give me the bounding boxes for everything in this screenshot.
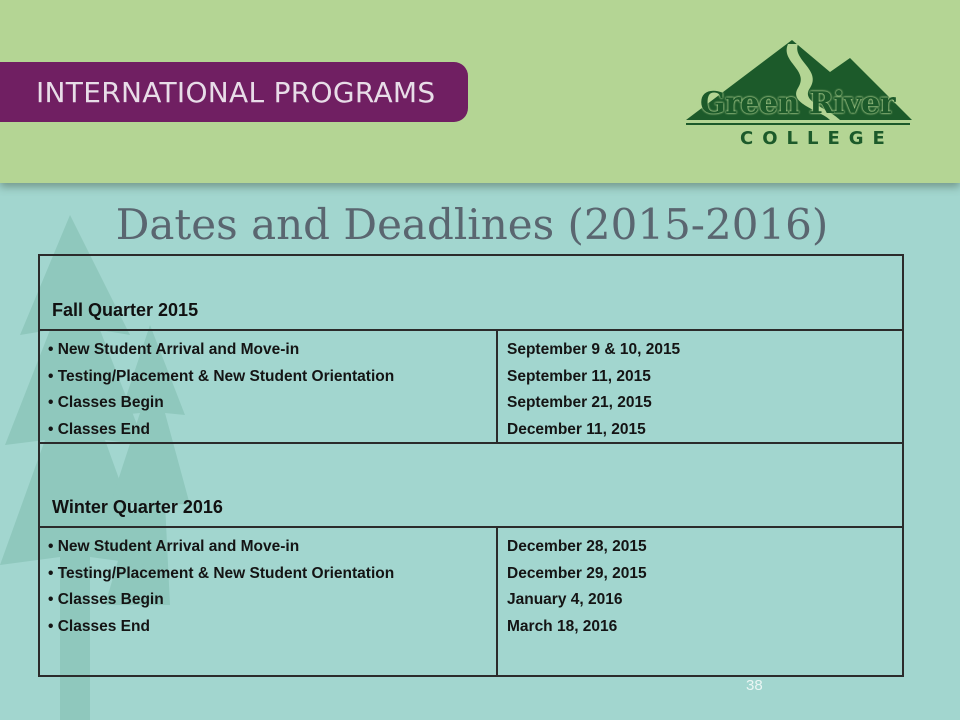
logo-divider (686, 123, 910, 125)
header-band (0, 0, 960, 183)
dates-table (38, 254, 904, 677)
quarter-title: Fall Quarter 2015 (52, 300, 199, 320)
event-label: • New Student Arrival and Move-in (48, 337, 496, 364)
event-dates-cell (498, 331, 898, 442)
page-number: 38 (746, 677, 763, 694)
quarter-title: Winter Quarter 2016 (52, 497, 223, 517)
event-date: December 11, 2015 (507, 420, 646, 438)
event-labels-cell (40, 331, 498, 442)
event-date: September 9 & 10, 2015 (507, 341, 681, 358)
logo-name: Green River (700, 86, 896, 121)
quarter-header-row (40, 444, 902, 528)
logo-subtitle: COLLEGE (740, 128, 894, 149)
event-label: • Classes Begin (48, 587, 496, 614)
event-date: December 28, 2015 (507, 538, 647, 555)
event-label: • Classes End (48, 417, 496, 444)
page-title: Dates and Deadlines (2015-2016) (115, 200, 829, 249)
program-banner (0, 62, 468, 122)
quarter-details-row (40, 528, 902, 675)
event-label: • Classes End (48, 614, 496, 641)
event-label: • Classes Begin (48, 390, 496, 417)
banner-text: INTERNATIONAL PROGRAMS (36, 76, 436, 109)
event-dates-cell (498, 528, 898, 675)
quarter-header-row (40, 256, 902, 331)
event-label: • New Student Arrival and Move-in (48, 534, 496, 561)
event-date: March 18, 2016 (507, 617, 618, 635)
event-label: • Testing/Placement & New Student Orientation (48, 364, 496, 391)
event-date: January 4, 2016 (507, 591, 623, 608)
event-labels-cell (40, 528, 498, 675)
event-date: December 29, 2015 (507, 564, 647, 582)
event-date: September 21, 2015 (507, 394, 652, 411)
event-label: • Testing/Placement & New Student Orientation (48, 561, 496, 588)
event-date: September 11, 2015 (507, 367, 651, 385)
quarter-details-row (40, 331, 902, 444)
